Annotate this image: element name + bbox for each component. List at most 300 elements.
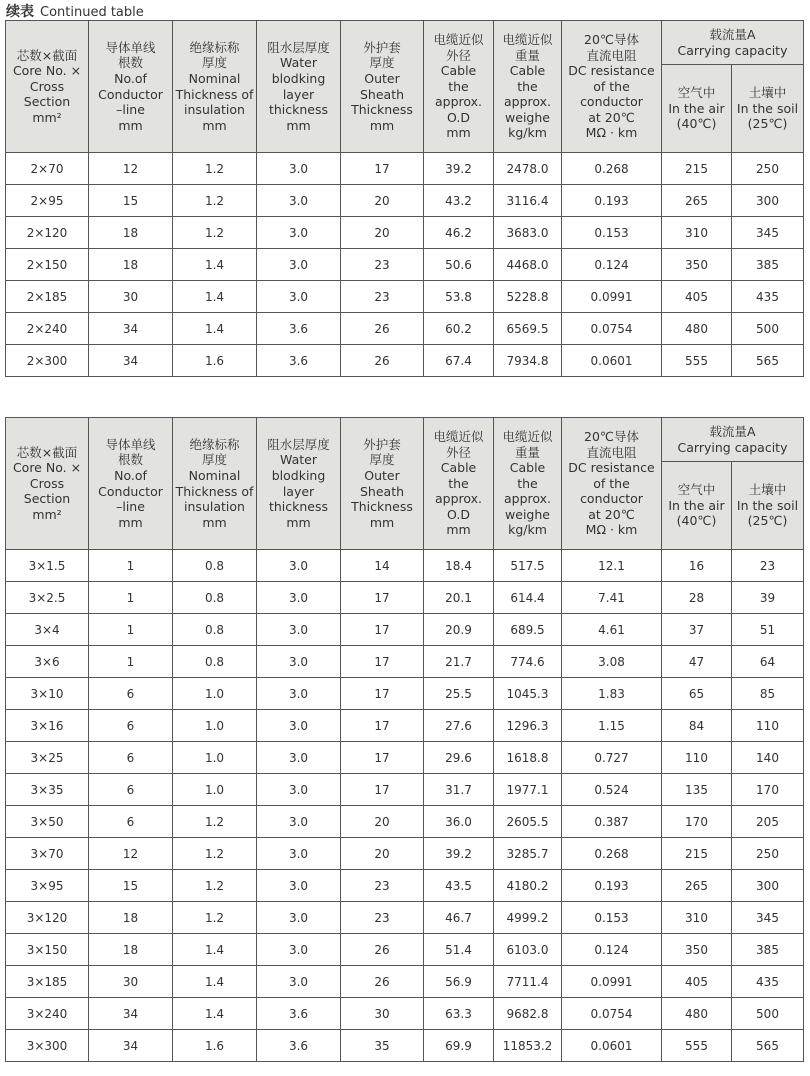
cell-water-layer-thickness: 3.0 [257,774,341,806]
cell-sheath-thickness: 20 [341,806,424,838]
table-row [6,614,804,646]
cell-capacity-soil: 565 [732,1030,804,1062]
cell-capacity-air: 310 [662,217,732,249]
cell-insulation-thickness: 0.8 [173,550,257,582]
cell-sheath-thickness: 17 [341,582,424,614]
cell-insulation-thickness: 1.2 [173,185,257,217]
cell-capacity-soil: 140 [732,742,804,774]
cell-cable-diameter: 46.2 [424,217,494,249]
cell-insulation-thickness: 1.4 [173,313,257,345]
cell-core-section: 3×2.5 [6,582,89,614]
cell-capacity-soil: 85 [732,678,804,710]
table-row [6,838,804,870]
header-line: In the soil [736,100,799,116]
header-line: 厚度 [201,55,227,71]
header-core [6,21,89,153]
cell-water-layer-thickness: 3.0 [257,550,341,582]
cell-insulation-thickness: 1.0 [173,678,257,710]
header-line: 直流电阻 [586,47,637,63]
header-line: No.of [114,467,147,483]
cell-conductor-count: 6 [89,710,173,742]
cell-cable-weight: 3285.7 [494,838,562,870]
header-line: Nominal [188,70,241,86]
cell-dc-resistance: 0.727 [562,742,662,774]
header-air [662,462,732,550]
header-air [662,65,732,153]
cell-insulation-thickness: 1.2 [173,870,257,902]
header-line: approx. [503,94,552,110]
cell-capacity-air: 350 [662,934,732,966]
cell-conductor-count: 18 [89,934,173,966]
header-line: In the soil [736,497,799,513]
cell-cable-diameter: 56.9 [424,966,494,998]
cell-dc-resistance: 0.124 [562,249,662,281]
cell-core-section: 3×1.5 [6,550,89,582]
cell-dc-resistance: 3.08 [562,646,662,678]
cell-cable-diameter: 53.8 [424,281,494,313]
cell-dc-resistance: 0.0601 [562,345,662,377]
cell-dc-resistance: 0.268 [562,153,662,185]
cell-water-layer-thickness: 3.0 [257,646,341,678]
cell-capacity-soil: 300 [732,185,804,217]
cell-cable-diameter: 20.1 [424,582,494,614]
cell-sheath-thickness: 23 [341,281,424,313]
header-line: Cable [509,63,546,79]
cell-cable-weight: 4180.2 [494,870,562,902]
cell-water-layer-thickness: 3.6 [257,998,341,1030]
cell-capacity-air: 16 [662,550,732,582]
cell-dc-resistance: 7.41 [562,582,662,614]
header-line: weighe [505,109,550,125]
header-line: mm [369,117,395,133]
header-water-layer [257,21,341,153]
header-line: Thickness of [175,483,254,499]
header-line: –line [116,102,145,118]
cell-conductor-count: 34 [89,313,173,345]
header-line: No.of [114,70,147,86]
header-core [6,418,89,550]
cell-water-layer-thickness: 3.6 [257,313,341,345]
cell-water-layer-thickness: 3.0 [257,838,341,870]
spec-table-three-core [5,417,804,1062]
cell-core-section: 2×120 [6,217,89,249]
header-weight [494,21,562,153]
cell-dc-resistance: 0.0754 [562,313,662,345]
cell-water-layer-thickness: 3.0 [257,966,341,998]
cell-capacity-soil: 64 [732,646,804,678]
cell-sheath-thickness: 17 [341,614,424,646]
cell-cable-weight: 4999.2 [494,902,562,934]
header-line: thickness [268,499,329,515]
cell-capacity-air: 310 [662,902,732,934]
header-line: 导体单线 [105,436,156,452]
cell-capacity-soil: 435 [732,966,804,998]
cell-capacity-soil: 345 [732,902,804,934]
cell-sheath-thickness: 20 [341,185,424,217]
cell-core-section: 2×300 [6,345,89,377]
header-line: 厚度 [201,452,227,468]
cell-sheath-thickness: 20 [341,838,424,870]
cell-core-section: 2×240 [6,313,89,345]
header-line: Outer [364,467,400,483]
cell-conductor-count: 1 [89,582,173,614]
table-row [6,902,804,934]
header-line: mm [286,117,311,133]
cell-sheath-thickness: 26 [341,313,424,345]
cell-sheath-thickness: 14 [341,550,424,582]
cell-dc-resistance: 0.0991 [562,966,662,998]
header-line: 芯数×截面 [16,444,78,460]
cell-core-section: 2×185 [6,281,89,313]
cell-water-layer-thickness: 3.0 [257,185,341,217]
header-line: Section [23,94,71,110]
cell-cable-diameter: 60.2 [424,313,494,345]
cell-capacity-soil: 500 [732,998,804,1030]
cell-dc-resistance: 0.0601 [562,1030,662,1062]
cell-sheath-thickness: 20 [341,217,424,249]
cell-cable-diameter: 39.2 [424,153,494,185]
header-line: the [448,475,469,491]
cell-cable-weight: 2605.5 [494,806,562,838]
cell-core-section: 3×240 [6,998,89,1030]
header-line: approx. [503,491,552,507]
cell-insulation-thickness: 1.0 [173,710,257,742]
cell-insulation-thickness: 1.0 [173,742,257,774]
cell-sheath-thickness: 17 [341,742,424,774]
cell-sheath-thickness: 26 [341,934,424,966]
cell-capacity-air: 480 [662,313,732,345]
cell-capacity-air: 170 [662,806,732,838]
cell-insulation-thickness: 1.2 [173,902,257,934]
cell-dc-resistance: 0.124 [562,934,662,966]
cell-insulation-thickness: 1.6 [173,345,257,377]
header-line: 电缆近似 [433,31,484,47]
header-line: 阻水层厚度 [267,436,330,452]
cell-capacity-air: 65 [662,678,732,710]
table-row [6,1030,804,1062]
cell-conductor-count: 34 [89,998,173,1030]
header-line: O.D [447,109,470,125]
table-row [6,646,804,678]
header-line: weighe [505,506,550,522]
cell-insulation-thickness: 1.4 [173,249,257,281]
header-sheath [341,418,424,550]
header-line: Cross [29,78,65,94]
cell-conductor-count: 6 [89,806,173,838]
cell-conductor-count: 18 [89,249,173,281]
cell-capacity-air: 265 [662,185,732,217]
cell-cable-weight: 5228.8 [494,281,562,313]
cell-dc-resistance: 0.193 [562,870,662,902]
cell-cable-diameter: 25.5 [424,678,494,710]
cell-cable-weight: 689.5 [494,614,562,646]
header-line: 20℃导体 [584,428,639,444]
cell-capacity-air: 215 [662,153,732,185]
cell-cable-diameter: 67.4 [424,345,494,377]
cell-cable-weight: 517.5 [494,550,562,582]
cell-sheath-thickness: 26 [341,345,424,377]
header-line: conductor [580,491,643,507]
header-capacity [662,21,804,65]
cell-cable-diameter: 39.2 [424,838,494,870]
cell-cable-weight: 2478.0 [494,153,562,185]
table-row [6,934,804,966]
cell-insulation-thickness: 1.2 [173,153,257,185]
cell-capacity-soil: 385 [732,249,804,281]
cell-conductor-count: 1 [89,646,173,678]
header-line: Sheath [359,483,405,499]
cell-cable-diameter: 63.3 [424,998,494,1030]
table-caption [6,2,144,22]
cell-conductor-count: 1 [89,550,173,582]
header-line: Thickness [351,499,413,515]
cell-capacity-air: 405 [662,966,732,998]
cell-cable-weight: 7934.8 [494,345,562,377]
header-line: 载流量A [709,26,756,42]
cell-capacity-soil: 39 [732,582,804,614]
cell-sheath-thickness: 30 [341,998,424,1030]
header-line: (40℃) [676,513,717,529]
cell-cable-diameter: 29.6 [424,742,494,774]
cell-water-layer-thickness: 3.0 [257,902,341,934]
cell-cable-weight: 1618.8 [494,742,562,774]
cell-cable-weight: 6103.0 [494,934,562,966]
header-line: kg/km [508,522,547,538]
header-line: Nominal [188,467,241,483]
cell-core-section: 3×120 [6,902,89,934]
cell-cable-weight: 1977.1 [494,774,562,806]
header-line: mm [202,514,227,530]
cell-dc-resistance: 4.61 [562,614,662,646]
cell-core-section: 3×10 [6,678,89,710]
header-line: Cross [29,475,65,491]
header-line: Outer [364,70,400,86]
table-row [6,185,804,217]
cell-insulation-thickness: 1.4 [173,998,257,1030]
cell-cable-weight: 4468.0 [494,249,562,281]
cell-capacity-soil: 435 [732,281,804,313]
header-conductor [89,418,173,550]
cell-dc-resistance: 0.387 [562,806,662,838]
header-line: Thickness of [175,86,254,102]
cell-capacity-air: 555 [662,1030,732,1062]
cell-capacity-soil: 300 [732,870,804,902]
header-line: 外径 [445,444,471,460]
header-line: 根数 [117,452,143,468]
header-line: 重量 [514,47,540,63]
header-line: 电缆近似 [433,428,484,444]
header-line: blodking [271,467,326,483]
header-line: blodking [271,70,326,86]
cell-conductor-count: 30 [89,281,173,313]
header-line: Section [23,491,71,507]
cell-core-section: 3×6 [6,646,89,678]
table-row [6,870,804,902]
cell-capacity-air: 135 [662,774,732,806]
header-line: In the air [668,100,725,116]
header-line: 厚度 [369,452,395,468]
cell-cable-diameter: 20.9 [424,614,494,646]
table-body [6,550,804,1062]
cell-conductor-count: 1 [89,614,173,646]
cell-sheath-thickness: 26 [341,966,424,998]
caption-en: Continued table [40,5,144,20]
cell-capacity-air: 350 [662,249,732,281]
cell-water-layer-thickness: 3.6 [257,345,341,377]
header-line: 根数 [117,55,143,71]
header-line: 绝缘标称 [189,436,240,452]
cell-insulation-thickness: 1.2 [173,806,257,838]
header-line: approx. [434,491,483,507]
table-row [6,550,804,582]
cell-sheath-thickness: 17 [341,153,424,185]
header-line: Conductor [98,483,163,499]
cell-conductor-count: 6 [89,678,173,710]
cell-sheath-thickness: 35 [341,1030,424,1062]
cell-cable-weight: 7711.4 [494,966,562,998]
cell-water-layer-thickness: 3.0 [257,153,341,185]
header-line: thickness [268,102,329,118]
cell-water-layer-thickness: 3.0 [257,249,341,281]
cell-capacity-soil: 345 [732,217,804,249]
table-row [6,281,804,313]
header-dc-resistance [562,418,662,550]
header-insulation [173,418,257,550]
cell-insulation-thickness: 0.8 [173,646,257,678]
cell-core-section: 3×185 [6,966,89,998]
header-line: Core No. × [12,460,82,476]
header-capacity [662,418,804,462]
header-line: Carrying capacity [677,42,788,58]
header-line: Conductor [98,86,163,102]
header-line: 土壤中 [748,482,787,498]
cell-capacity-air: 555 [662,345,732,377]
header-line: mm [118,117,143,133]
cell-dc-resistance: 0.0991 [562,281,662,313]
cell-conductor-count: 6 [89,742,173,774]
cell-insulation-thickness: 0.8 [173,582,257,614]
header-line: Thickness [351,102,413,118]
cell-conductor-count: 15 [89,185,173,217]
table-row [6,217,804,249]
table-row [6,249,804,281]
table-row [6,998,804,1030]
header-line: Water [280,452,317,468]
cell-cable-diameter: 43.2 [424,185,494,217]
header-diameter [424,418,494,550]
cell-dc-resistance: 0.268 [562,838,662,870]
header-line: mm² [32,506,62,522]
cell-insulation-thickness: 1.0 [173,774,257,806]
header-line: the [517,78,538,94]
cell-capacity-soil: 23 [732,550,804,582]
header-line: Cable [509,460,546,476]
cell-water-layer-thickness: 3.0 [257,742,341,774]
header-line: Cable [440,460,477,476]
cell-core-section: 3×4 [6,614,89,646]
cell-cable-diameter: 36.0 [424,806,494,838]
header-line: mm [118,514,143,530]
header-diameter [424,21,494,153]
header-line: mm [202,117,227,133]
cell-cable-diameter: 43.5 [424,870,494,902]
cell-insulation-thickness: 1.4 [173,966,257,998]
header-line: Core No. × [12,63,82,79]
table-row [6,806,804,838]
header-line: at 20℃ [588,109,635,125]
table-row [6,774,804,806]
header-line: 阻水层厚度 [267,39,330,55]
cell-water-layer-thickness: 3.0 [257,678,341,710]
header-line: 绝缘标称 [189,39,240,55]
cell-insulation-thickness: 1.6 [173,1030,257,1062]
table-header [6,418,804,550]
cell-capacity-soil: 170 [732,774,804,806]
header-line: conductor [580,94,643,110]
cell-core-section: 2×95 [6,185,89,217]
cell-insulation-thickness: 1.2 [173,838,257,870]
cell-dc-resistance: 0.153 [562,902,662,934]
cell-capacity-soil: 250 [732,153,804,185]
cell-sheath-thickness: 17 [341,710,424,742]
header-line: DC resistance [568,63,655,79]
cell-capacity-soil: 500 [732,313,804,345]
header-line: 厚度 [369,55,395,71]
header-line: 直流电阻 [586,444,637,460]
header-line: DC resistance [568,460,655,476]
header-line: of the [593,475,630,491]
cell-capacity-air: 405 [662,281,732,313]
cell-water-layer-thickness: 3.0 [257,870,341,902]
cell-water-layer-thickness: 3.6 [257,1030,341,1062]
header-line: MΩ · km [585,522,638,538]
cell-sheath-thickness: 23 [341,870,424,902]
header-conductor [89,21,173,153]
cell-cable-weight: 9682.8 [494,998,562,1030]
cell-core-section: 3×150 [6,934,89,966]
header-line: the [517,475,538,491]
cell-sheath-thickness: 23 [341,902,424,934]
table-body [6,153,804,377]
cell-cable-diameter: 46.7 [424,902,494,934]
cell-capacity-soil: 385 [732,934,804,966]
cell-cable-weight: 6569.5 [494,313,562,345]
table-row [6,153,804,185]
cell-cable-diameter: 21.7 [424,646,494,678]
cell-sheath-thickness: 23 [341,249,424,281]
cell-capacity-air: 215 [662,838,732,870]
cell-core-section: 3×70 [6,838,89,870]
header-line: the [448,78,469,94]
header-water-layer [257,418,341,550]
header-line: 外径 [445,47,471,63]
header-line: insulation [184,102,245,118]
cell-conductor-count: 34 [89,345,173,377]
cell-capacity-air: 480 [662,998,732,1030]
cell-capacity-air: 84 [662,710,732,742]
cell-conductor-count: 12 [89,838,173,870]
cell-dc-resistance: 0.153 [562,217,662,249]
header-line: layer [282,483,315,499]
header-line: kg/km [508,125,547,141]
cell-dc-resistance: 0.524 [562,774,662,806]
header-line: 电缆近似 [502,428,553,444]
table-row [6,710,804,742]
header-line: –line [116,499,145,515]
header-line: 外护套 [363,39,401,55]
cell-conductor-count: 18 [89,217,173,249]
spec-table-two-core [5,20,804,377]
